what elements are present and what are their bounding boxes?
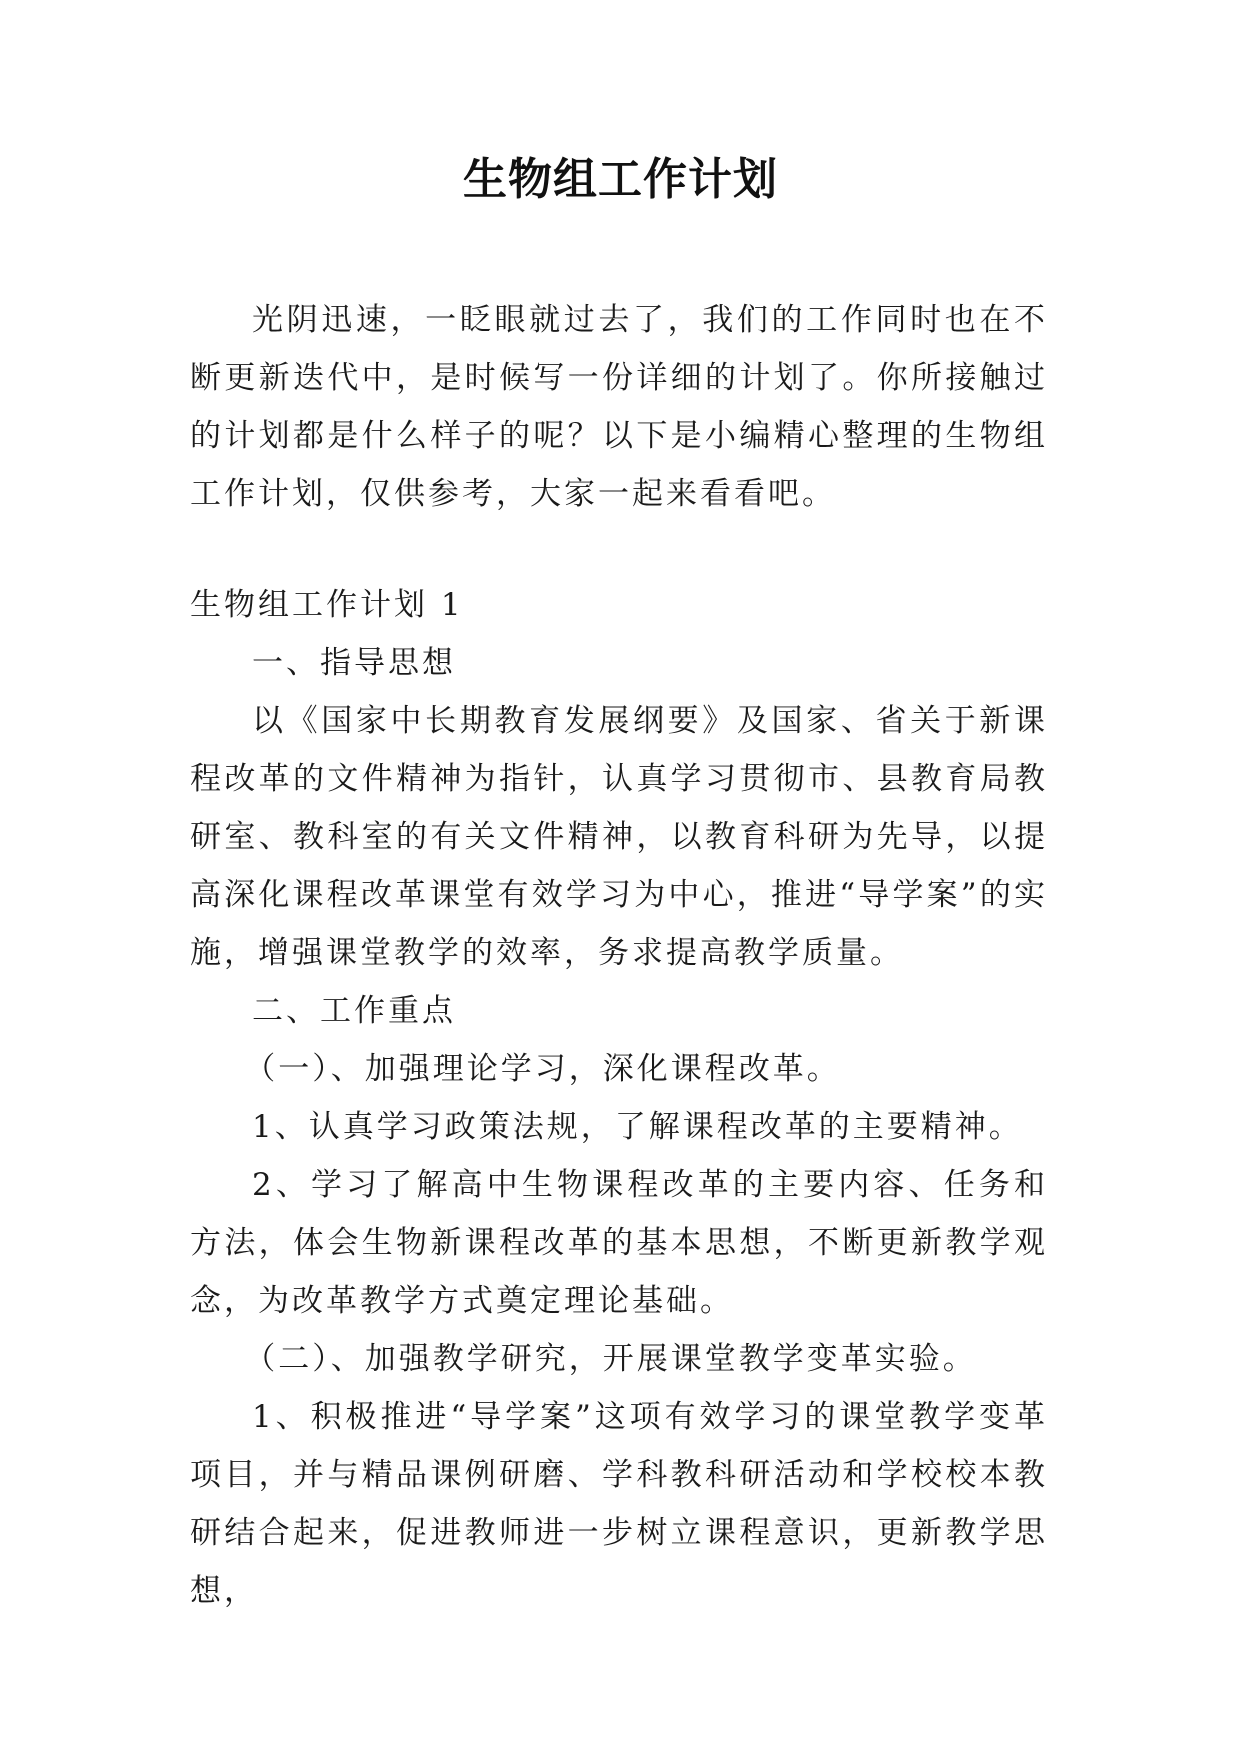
subheading-teaching-research: （二）、加强教学研究，开展课堂教学变革实验。: [244, 1341, 977, 1377]
paragraph-guiding-ideology: 以《国家中长期教育发展纲要》及国家、省关于新课程改革的文件精神为指针，认真学习贯彻市、县教育局教研室、教科室的有关文件精神，以教育科研为先导，以提高深化课程改革课堂有效学习为中心，推进“导学案”的实施，增强课堂教学的效率，务求提高教学质量。: [190, 703, 1048, 971]
section-title: 生物组工作计划 1: [190, 587, 464, 623]
body-block: [190, 576, 1048, 1620]
list-item: 2、学习了解高中生物课程改革的主要内容、任务和方法，体会生物新课程改革的基本思想，不断更新教学观念，为改革教学方式奠定理论基础。: [190, 1167, 1048, 1319]
list-item: 1、认真学习政策法规，了解课程改革的主要精神。: [252, 1109, 1023, 1145]
heading-guiding-ideology: 一、指导思想: [252, 645, 456, 681]
subheading-theory-study: （一）、加强理论学习，深化课程改革。: [244, 1051, 841, 1087]
intro-paragraph: 光阴迅速，一眨眼就过去了，我们的工作同时也在不断更新迭代中，是时候写一份详细的计划了。你所接触过的计划都是什么样子的呢？以下是小编精心整理的生物组工作计划，仅供参考，大家一起来看看吧。: [190, 302, 1048, 512]
document-title: 生物组工作计划: [463, 154, 778, 205]
heading-work-focus: 二、工作重点: [252, 993, 456, 1029]
list-item: 1、积极推进“导学案”这项有效学习的课堂教学变革项目，并与精品课例研磨、学科教科研活动和学校校本教研结合起来，促进教师进一步树立课程意识，更新教学思想，: [190, 1399, 1048, 1609]
intro-block: [190, 291, 1048, 523]
